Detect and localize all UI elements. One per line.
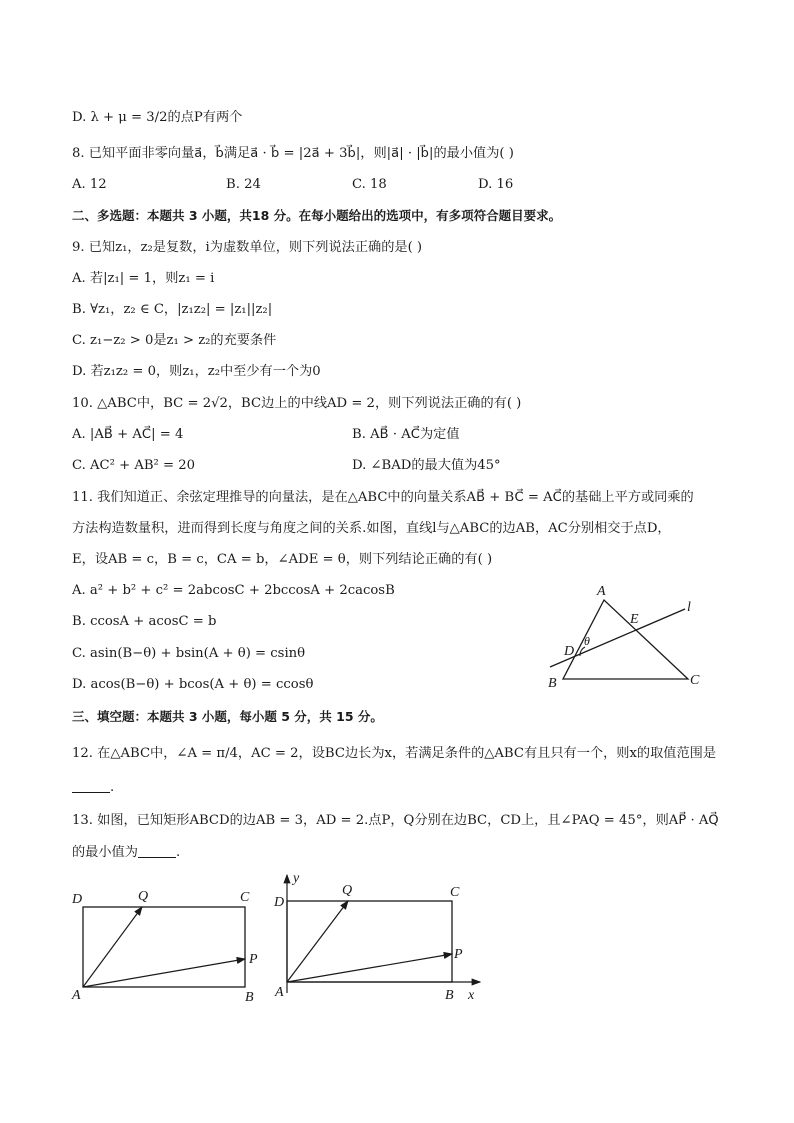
angle-theta-arc xyxy=(580,647,585,656)
q13-stem-line1: 13. 如图，已知矩形ABCD的边AB = 3，AD = 2.点P，Q分别在边BC，CD上，且∠PAQ = 45°，则AP⃗ · AQ⃗ xyxy=(72,813,719,828)
label-q: Q xyxy=(138,889,149,904)
label-p: P xyxy=(249,952,258,967)
q13-coordinate-figure xyxy=(270,868,490,1008)
q12-answer-blank[interactable] xyxy=(72,778,110,793)
q13-answer-blank[interactable] xyxy=(138,843,176,858)
q8-option-b: B. 24 xyxy=(226,177,261,192)
q8-option-c: C. 18 xyxy=(352,177,387,192)
q11-stem-line2: 方法构造数量积，进而得到长度与角度之间的关系.如图，直线l与△ABC的边AB，AC分别相交于点D， xyxy=(72,521,671,536)
q8-option-a: A. 12 xyxy=(72,177,107,192)
label-a: A xyxy=(275,985,284,1000)
label-c: C xyxy=(240,890,250,905)
q9-stem: 9. 已知z₁，z₂是复数，i为虚数单位，则下列说法正确的是( ) xyxy=(72,240,423,255)
label-b: B xyxy=(548,676,557,691)
label-c: C xyxy=(690,673,700,688)
q9-option-c: C. z₁−z₂ > 0是z₁ > z₂的充要条件 xyxy=(72,333,277,348)
label-a: A xyxy=(72,988,81,1003)
q12-stem: 12. 在△ABC中，∠A = π/4，AC = 2，设BC边长为x，若满足条件的△ABC有且只有一个，则x的取值范围是 xyxy=(72,746,717,761)
q12-answer-line xyxy=(72,778,114,797)
label-x: x xyxy=(468,988,475,1003)
vector-ap xyxy=(287,954,452,982)
vector-aq xyxy=(287,901,348,982)
q10-option-b: B. AB⃗ · AC⃗为定值 xyxy=(352,427,460,442)
vector-ap xyxy=(83,959,245,987)
label-a: A xyxy=(597,584,606,599)
q10-option-d: D. ∠BAD的最大值为45° xyxy=(352,458,501,473)
label-b: B xyxy=(245,990,254,1005)
q13-stem-line2-text: 的最小值为 xyxy=(72,845,138,860)
q9-option-d: D. 若z₁z₂ = 0，则z₁，z₂中至少有一个为0 xyxy=(72,364,321,379)
label-e: E xyxy=(630,612,639,627)
q13-tail: . xyxy=(175,845,181,860)
label-q: Q xyxy=(342,883,353,898)
section2-heading: 二、多选题：本题共 3 小题，共18 分。在每小题给出的选项中，有多项符合题目要求。 xyxy=(72,208,562,223)
q9-option-b: B. ∀z₁，z₂ ∈ C，|z₁z₂| = |z₁||z₂| xyxy=(72,302,273,317)
q8-option-d: D. 16 xyxy=(478,177,514,192)
triangle-abc xyxy=(563,600,688,679)
label-c: C xyxy=(450,885,460,900)
q11-stem-line1: 11. 我们知道正、余弦定理推导的向量法，是在△ABC中的向量关系AB⃗ + BC⃗ = AC⃗的基础上平方或同乘的 xyxy=(72,490,694,505)
q11-option-b: B. ccosA + acosC = b xyxy=(72,614,217,629)
q11-option-a: A. a² + b² + c² = 2abcosC + 2bccosA + 2cacosB xyxy=(72,583,395,598)
label-d: D xyxy=(72,892,83,907)
q8-stem: 8. 已知平面非零向量a⃗，b⃗满足a⃗ · b⃗ = |2a⃗ + 3b⃗|，则|a⃗| · |b⃗|的最小值为( ) xyxy=(72,146,514,161)
q13-stem-line2 xyxy=(72,843,180,862)
vector-aq xyxy=(83,907,142,987)
q9-option-a: A. 若|z₁| = 1，则z₁ = i xyxy=(72,271,215,286)
q12-tail: . xyxy=(110,780,115,795)
q10-stem: 10. △ABC中，BC = 2√2，BC边上的中线AD = 2，则下列说法正确的有( ) xyxy=(72,396,522,411)
q11-stem-line3: E，设AB = c，B = c，CA = b，∠ADE = θ，则下列结论正确的有( ) xyxy=(72,552,493,567)
label-theta: θ xyxy=(584,634,590,648)
q7-option-d: D. λ + μ = 3/2的点P有两个 xyxy=(72,110,243,125)
q11-triangle-figure xyxy=(540,578,720,693)
label-d: D xyxy=(274,895,285,910)
q11-option-d: D. acos(B−θ) + bcos(A + θ) = ccosθ xyxy=(72,677,314,692)
label-b: B xyxy=(445,988,454,1003)
q13-rectangle-figure xyxy=(66,880,266,1005)
rectangle-abcd xyxy=(287,901,452,982)
label-l: l xyxy=(687,600,691,615)
q11-option-c: C. asin(B−θ) + bsin(A + θ) = csinθ xyxy=(72,646,306,661)
label-y: y xyxy=(293,871,300,886)
label-p: P xyxy=(454,947,463,962)
q10-option-a: A. |AB⃗ + AC⃗| = 4 xyxy=(72,427,184,442)
label-d: D xyxy=(564,644,575,659)
q10-option-c: C. AC² + AB² = 20 xyxy=(72,458,196,473)
rectangle-abcd xyxy=(83,907,245,987)
section3-heading: 三、填空题：本题共 3 小题，每小题 5 分，共 15 分。 xyxy=(72,709,383,724)
